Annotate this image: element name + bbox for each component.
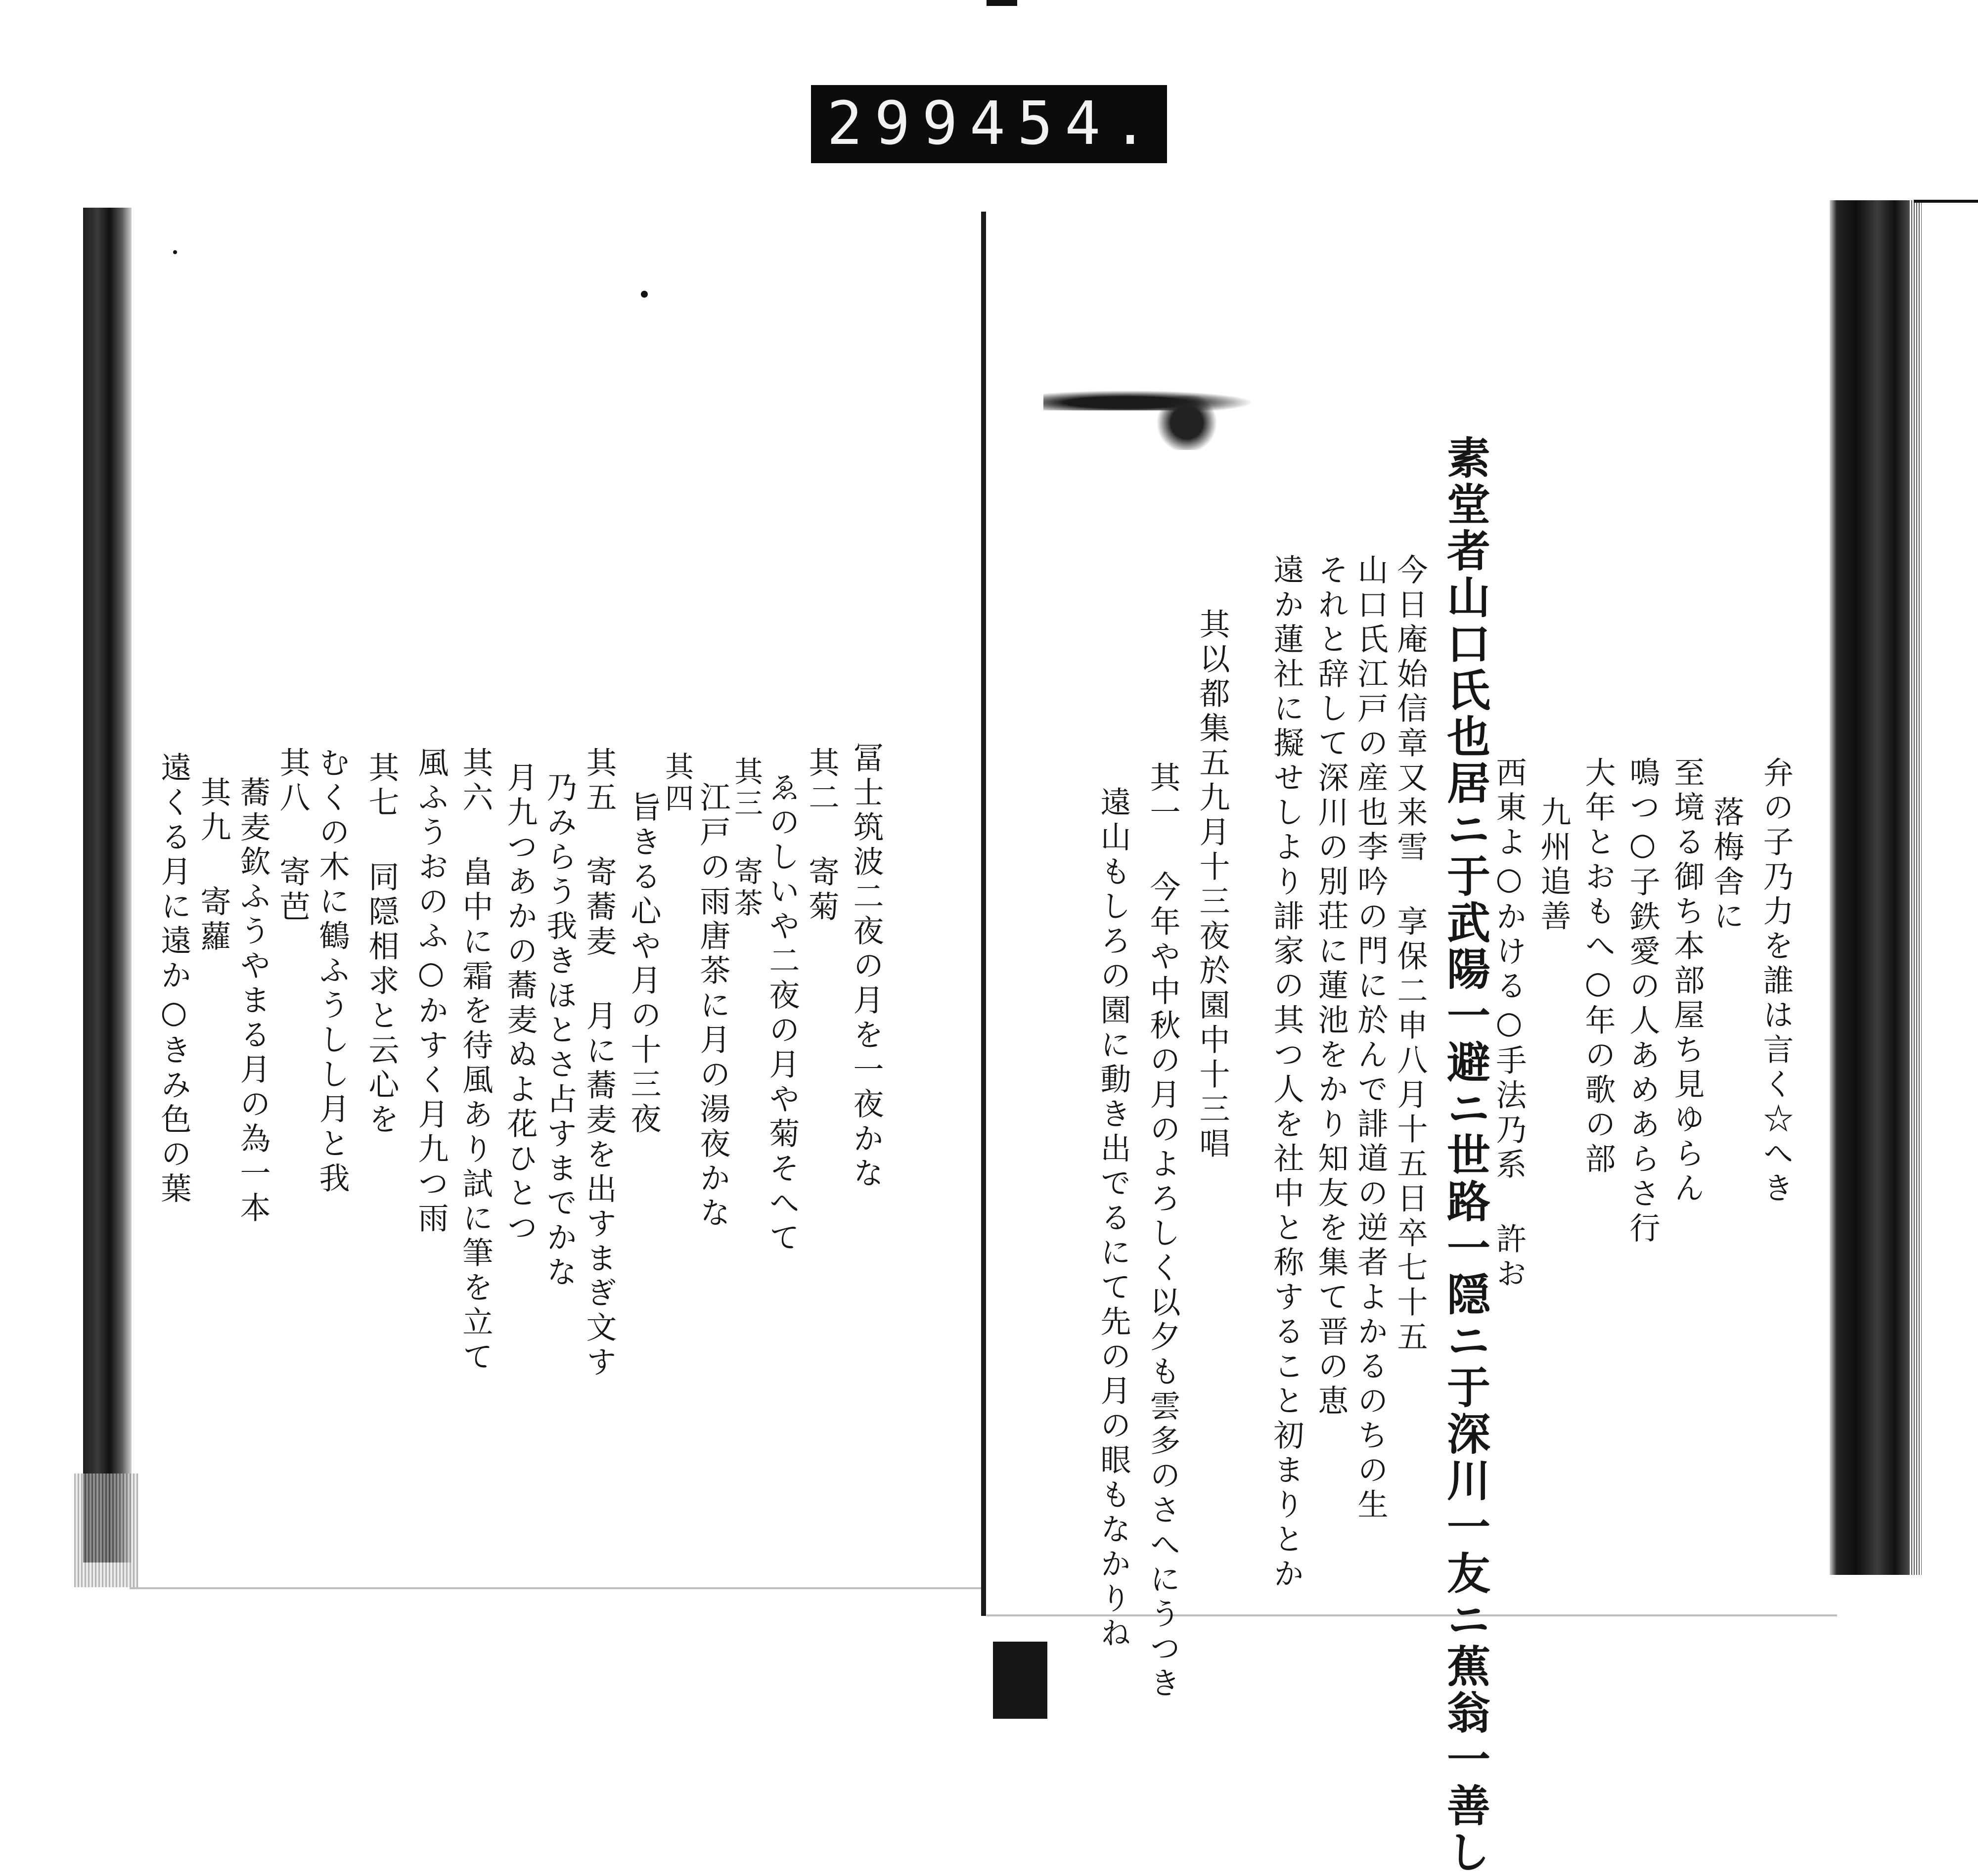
right-col-9: 今日庵始信章又来雪 享保二申八月十五日卒七十五 bbox=[1392, 554, 1428, 1355]
right-col-6: 九州追善 bbox=[1535, 796, 1572, 935]
left-col-13: 其七 同隠相求と云心を bbox=[363, 752, 400, 1138]
right-col-14: 其一 今年や中秋の月のよろしく以夕も雲多のさへにうつき bbox=[1145, 761, 1181, 1701]
right-book-edge bbox=[1830, 200, 1917, 1575]
left-col-3: ゑのしいや二夜の月や菊そへて bbox=[764, 771, 800, 1256]
left-col-11: 其六 畠中に霜を待風あり試に筆を立て bbox=[457, 747, 494, 1375]
left-col-7: 旨きる心や月の十三夜 bbox=[626, 791, 662, 1137]
left-col-17: 其九 寄蘿 bbox=[195, 776, 231, 955]
left-col-14: むくの木に鶴ふうしし月と我 bbox=[314, 747, 350, 1197]
right-page-stack bbox=[1909, 200, 1922, 1575]
gutter-shadow bbox=[993, 1642, 1047, 1719]
left-col-6: 其四 bbox=[660, 752, 694, 815]
left-col-5: 江戸の雨唐茶に月の湯夜かな bbox=[695, 781, 731, 1231]
top-right-rule bbox=[1914, 200, 1978, 203]
right-col-7: 西東よ○かける○手法乃系 許お bbox=[1491, 757, 1527, 1292]
left-page-bottom-edge bbox=[130, 1587, 985, 1589]
ink-dot bbox=[641, 291, 648, 298]
top-edge-mark bbox=[987, 0, 1017, 6]
left-col-16: 蕎麦欽ふうやまる月の為一本 bbox=[235, 776, 271, 1226]
left-col-18: 遠くる月に遠か○きみ色の葉 bbox=[156, 752, 192, 1207]
right-col-11: それと辞して深川の別荘に蓮池をかり知友を集て晋の恵 bbox=[1313, 554, 1349, 1419]
left-col-10: 月九つあかの蕎麦ぬよ花ひとつ bbox=[502, 761, 538, 1246]
right-col-2: 落梅舎に bbox=[1708, 796, 1745, 935]
left-col-9: 乃みらう我きほとさ占すまでかな bbox=[541, 771, 578, 1291]
left-col-12: 風ふうおのふ○かすく月九つ雨 bbox=[413, 747, 449, 1237]
frame-counter-left: 299 bbox=[827, 89, 970, 158]
frame-counter-right: 454. bbox=[969, 89, 1160, 158]
left-col-15: 其八 寄芭 bbox=[274, 747, 311, 925]
right-col-heading: 素堂者山口氏也居ニ于武陽一避ニ世路一隠ニ于深川一友ニ蕉翁一善し bbox=[1440, 435, 1491, 1876]
left-col-2: 其二 寄菊 bbox=[804, 747, 840, 925]
ink-smudge bbox=[1043, 391, 1251, 410]
right-col-10: 山口氏江戸の産也李吟の門に於んで誹道の逆者よかるのちの生 bbox=[1352, 554, 1389, 1523]
left-col-1: 冨士筑波二夜の月を一夜かな bbox=[848, 742, 884, 1192]
right-col-13: 其以都集五九月十三夜於園中十三唱 bbox=[1194, 608, 1230, 1162]
left-col-4: 其三 寄茶 bbox=[729, 757, 763, 920]
right-col-12: 遠か蓮社に擬せしより誹家の其つ人を社中と称すること初まりとか bbox=[1268, 554, 1304, 1592]
frame-counter-label bbox=[811, 85, 1167, 163]
right-col-5: 大年とおもへ○年の歌の部 bbox=[1580, 757, 1616, 1177]
right-col-15: 遠山もしろの園に動き出でるにて先の月の眼もなかりね bbox=[1095, 786, 1131, 1652]
left-page-stack bbox=[74, 1474, 138, 1587]
right-col-1: 弁の子乃力を誰は言く☆へき bbox=[1758, 757, 1794, 1206]
center-gutter bbox=[981, 212, 986, 1616]
right-col-3: 至境る御ち本部屋ち見ゆらん bbox=[1669, 757, 1705, 1206]
right-col-4: 鳴つ○子鉄愛の人あめあらさ行 bbox=[1624, 757, 1661, 1247]
ink-dot bbox=[173, 250, 177, 254]
ink-blot bbox=[1157, 396, 1216, 450]
left-col-8: 其五 寄蕎麦 月に蕎麦を出すまぎ文す bbox=[581, 747, 617, 1381]
left-book-edge bbox=[83, 208, 132, 1563]
